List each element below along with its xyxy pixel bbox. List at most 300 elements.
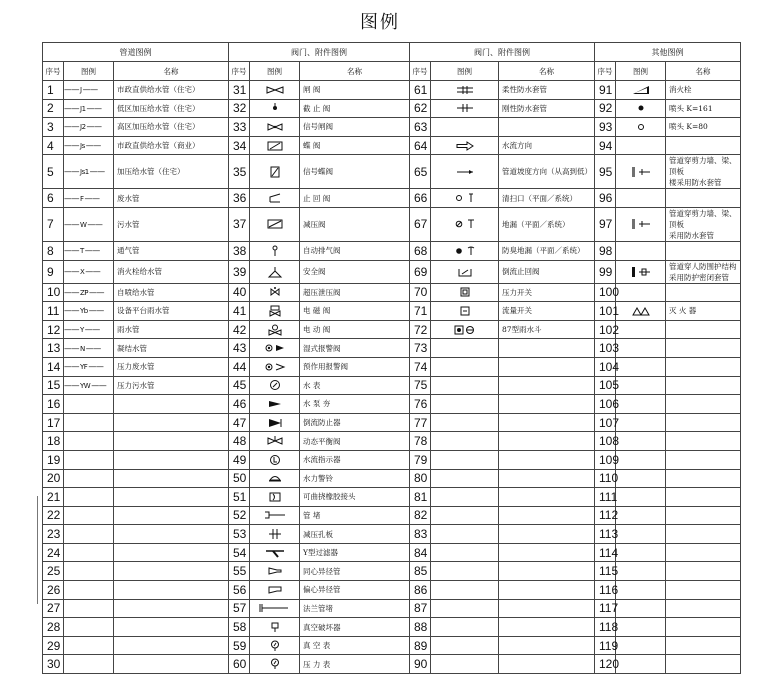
seq-number: 67	[410, 207, 431, 241]
col-seq: 序号	[229, 62, 250, 81]
seq-number: 22	[43, 506, 64, 525]
pipe-code: F	[80, 194, 84, 203]
pipe-line-symbol	[64, 543, 114, 562]
seq-number: 62	[410, 99, 431, 118]
pipe-name	[114, 413, 229, 432]
symbol-name: 消火栓	[666, 81, 741, 100]
legend-row	[43, 525, 741, 544]
pipe-name: 废水管	[114, 189, 229, 208]
pipe-line-symbol	[64, 636, 114, 655]
symbol-cell	[250, 506, 300, 525]
seq-number: 77	[410, 413, 431, 432]
symbol-cell	[250, 636, 300, 655]
symbol-name-line1: 管道穿剪力墙、梁、顶板	[669, 208, 737, 229]
seq-number: 61	[410, 81, 431, 100]
seq-number: 107	[595, 413, 616, 432]
seq-number: 63	[410, 118, 431, 137]
symbol-name: 水流方向	[499, 136, 595, 155]
legend-row	[43, 581, 741, 600]
solenoid-valve-icon	[265, 306, 285, 316]
symbol-name-line2: 楼采用防水套管	[669, 178, 722, 188]
symbol-cell	[431, 395, 499, 414]
symbol-name: 同心异径管	[300, 562, 410, 581]
symbol-cell	[431, 376, 499, 395]
symbol-name	[499, 469, 595, 488]
symbol-name: 电 动 阀	[300, 320, 410, 339]
flexible-joint-icon	[265, 492, 285, 502]
legend-row	[43, 450, 741, 469]
symbol-name: 水 泵 夯	[300, 395, 410, 414]
symbol-name	[666, 469, 741, 488]
seq-number: 70	[410, 283, 431, 302]
seq-number: 112	[595, 506, 616, 525]
symbol-name-line1: 管道穿剪力墙、梁、顶板	[669, 156, 737, 177]
symbol-name: 清扫口（平面／系统）	[499, 189, 595, 208]
seq-number: 86	[410, 581, 431, 600]
eccentric-reducer-icon	[265, 585, 285, 595]
water-meter-icon	[265, 380, 285, 390]
seq-number: 106	[595, 395, 616, 414]
symbol-cell	[250, 599, 300, 618]
symbol-name: 自动排气阀	[300, 241, 410, 260]
col-seq: 序号	[43, 62, 64, 81]
symbol-cell	[250, 189, 300, 208]
symbol-name	[666, 339, 741, 358]
symbol-cell	[431, 599, 499, 618]
legend-row	[43, 260, 741, 283]
fire-hydrant-icon	[631, 85, 651, 95]
symbol-name: Y型过滤器	[300, 543, 410, 562]
symbol-cell	[250, 655, 300, 674]
pipe-name: 消火栓给水管	[114, 260, 229, 283]
pipe-line-symbol: ——Y——	[64, 320, 114, 339]
pipe-name: 压力废水管	[114, 357, 229, 376]
seq-number: 53	[229, 525, 250, 544]
pipe-code: J2	[80, 123, 86, 132]
symbol-name-line2: 采用防水套管	[669, 230, 714, 240]
pipe-code: Y	[80, 326, 84, 335]
legend-row	[43, 118, 741, 137]
wall-sleeve-2-icon	[631, 219, 651, 229]
safety-valve-icon	[265, 267, 285, 277]
flow-direction-arrow-icon	[455, 141, 475, 151]
seq-number: 17	[43, 413, 64, 432]
seq-number: 98	[595, 241, 616, 260]
seq-number: 75	[410, 376, 431, 395]
group-header-valve-2: 阀门、附件图例	[410, 43, 595, 62]
check-valve-icon	[265, 193, 285, 203]
symbol-cell	[250, 118, 300, 137]
seq-number: 96	[595, 189, 616, 208]
symbol-name	[666, 636, 741, 655]
seq-number: 12	[43, 320, 64, 339]
symbol-name: 真 空 表	[300, 636, 410, 655]
pipe-line-symbol	[64, 469, 114, 488]
auto-vent-valve-icon	[265, 246, 285, 256]
col-name: 名称	[499, 62, 595, 81]
seq-number: 95	[595, 155, 616, 189]
symbol-cell	[250, 320, 300, 339]
seq-number: 119	[595, 636, 616, 655]
seq-number: 79	[410, 450, 431, 469]
column-header-row	[43, 62, 741, 81]
symbol-name	[666, 136, 741, 155]
seq-number: 44	[229, 357, 250, 376]
pipe-code: J	[80, 86, 82, 95]
symbol-name	[666, 320, 741, 339]
seq-number: 3	[43, 118, 64, 137]
pipe-name	[114, 636, 229, 655]
symbol-cell	[250, 543, 300, 562]
pipe-line-symbol	[64, 506, 114, 525]
legend-row	[43, 618, 741, 637]
pipe-name	[114, 599, 229, 618]
symbol-name	[666, 432, 741, 451]
symbol-cell	[616, 283, 666, 302]
pipe-line-symbol: ——YF——	[64, 357, 114, 376]
seq-number: 26	[43, 581, 64, 600]
symbol-name: 流量开关	[499, 302, 595, 321]
symbol-cell	[250, 339, 300, 358]
legend-row	[43, 655, 741, 674]
seq-number: 111	[595, 488, 616, 507]
pipe-name: 通气管	[114, 241, 229, 260]
pipe-line-symbol	[64, 618, 114, 637]
symbol-name: 止 回 阀	[300, 189, 410, 208]
symbol-name	[499, 376, 595, 395]
seq-number: 2	[43, 99, 64, 118]
col-seq: 序号	[595, 62, 616, 81]
symbol-cell	[616, 655, 666, 674]
symbol-cell	[250, 241, 300, 260]
symbol-name	[666, 357, 741, 376]
seq-number: 23	[43, 525, 64, 544]
symbol-name: 管道坡度方向（从高到低）	[499, 155, 595, 189]
seq-number: 37	[229, 207, 250, 241]
symbol-cell	[616, 357, 666, 376]
pipe-name	[114, 488, 229, 507]
symbol-name: 减压阀	[300, 207, 410, 241]
pipe-line-symbol	[64, 395, 114, 414]
legend-row	[43, 413, 741, 432]
pipe-line-symbol: ——N——	[64, 339, 114, 358]
seq-number: 71	[410, 302, 431, 321]
symbol-cell	[616, 320, 666, 339]
symbol-name	[666, 376, 741, 395]
legend-row	[43, 241, 741, 260]
symbol-cell	[431, 189, 499, 208]
cleanout-icon	[455, 193, 475, 203]
symbol-cell	[431, 99, 499, 118]
preaction-alarm-valve-icon	[265, 362, 285, 372]
symbol-cell	[431, 562, 499, 581]
pipe-name: 高区加压给水管（住宅）	[114, 118, 229, 137]
symbol-cell	[616, 395, 666, 414]
sprinkler-head-open-icon	[631, 122, 651, 132]
symbol-cell	[616, 543, 666, 562]
symbol-cell	[616, 136, 666, 155]
symbol-name: 电 磁 阀	[300, 302, 410, 321]
symbol-name	[666, 618, 741, 637]
legend-row	[43, 636, 741, 655]
pipe-line-symbol: ——Js1——	[64, 155, 114, 189]
symbol-cell	[431, 136, 499, 155]
symbol-name: 灭 火 器	[666, 302, 741, 321]
legend-row	[43, 376, 741, 395]
legend-body	[43, 81, 741, 674]
symbol-name	[499, 432, 595, 451]
seq-number: 8	[43, 241, 64, 260]
seq-number: 116	[595, 581, 616, 600]
col-symbol: 图例	[431, 62, 499, 81]
legend-row	[43, 207, 741, 241]
group-header-valve: 阀门、附件图例	[229, 43, 410, 62]
signal-butterfly-valve-icon	[265, 167, 285, 177]
seq-number: 33	[229, 118, 250, 137]
symbol-cell	[431, 260, 499, 283]
symbol-name	[499, 118, 595, 137]
symbol-name: 管 堵	[300, 506, 410, 525]
symbol-cell	[616, 260, 666, 283]
water-gong-icon	[265, 473, 285, 483]
gate-valve-icon	[265, 85, 285, 95]
symbol-name: 倒流防止器	[300, 413, 410, 432]
symbol-cell	[250, 136, 300, 155]
symbol-name-line1: 管道穿人防围护结构	[669, 261, 737, 271]
symbol-name	[499, 413, 595, 432]
symbol-cell	[431, 636, 499, 655]
symbol-cell	[431, 207, 499, 241]
symbol-name: 倒流止回阀	[499, 260, 595, 283]
seq-number: 57	[229, 599, 250, 618]
symbol-name: 防臭地漏（平面／系统）	[499, 241, 595, 260]
civil-defense-sleeve-icon	[631, 267, 651, 277]
pipe-name: 低区加压给水管（住宅）	[114, 99, 229, 118]
seq-number: 113	[595, 525, 616, 544]
symbol-name	[666, 506, 741, 525]
seq-number: 120	[595, 655, 616, 674]
seq-number: 108	[595, 432, 616, 451]
symbol-name	[499, 599, 595, 618]
symbol-cell	[431, 488, 499, 507]
seq-number: 66	[410, 189, 431, 208]
symbol-cell	[431, 241, 499, 260]
pipe-code: ZP	[80, 288, 89, 297]
pipe-name	[114, 581, 229, 600]
pipe-line-symbol: ——F——	[64, 189, 114, 208]
seq-number: 13	[43, 339, 64, 358]
pipe-code: YW	[80, 381, 91, 390]
col-symbol: 图例	[616, 62, 666, 81]
seq-number: 94	[595, 136, 616, 155]
seq-number: 83	[410, 525, 431, 544]
symbol-cell	[616, 189, 666, 208]
dynamic-balance-valve-icon	[265, 436, 285, 446]
symbol-cell	[250, 562, 300, 581]
seq-number: 73	[410, 339, 431, 358]
pipe-line-symbol	[64, 599, 114, 618]
seq-number: 1	[43, 81, 64, 100]
pipe-line-symbol	[64, 432, 114, 451]
col-symbol: 图例	[250, 62, 300, 81]
symbol-cell	[616, 413, 666, 432]
seq-number: 29	[43, 636, 64, 655]
pipe-name	[114, 655, 229, 674]
seq-number: 48	[229, 432, 250, 451]
symbol-name	[666, 525, 741, 544]
symbol-name: 闸 阀	[300, 81, 410, 100]
seq-number: 28	[43, 618, 64, 637]
col-name: 名称	[666, 62, 741, 81]
seq-number: 55	[229, 562, 250, 581]
pipe-name: 压力污水管	[114, 376, 229, 395]
symbol-name	[666, 655, 741, 674]
col-name: 名称	[114, 62, 229, 81]
seq-number: 88	[410, 618, 431, 637]
signal-valve-icon	[265, 122, 285, 132]
floor-drain-icon	[455, 219, 475, 229]
pipe-code: Js1	[80, 168, 89, 177]
seq-number: 16	[43, 395, 64, 414]
symbol-cell	[250, 618, 300, 637]
symbol-cell	[250, 302, 300, 321]
seq-number: 27	[43, 599, 64, 618]
pipe-code: N	[80, 344, 85, 353]
pipe-name	[114, 506, 229, 525]
seq-number: 50	[229, 469, 250, 488]
pipe-code: T	[80, 247, 84, 256]
pipe-code: Js	[80, 142, 85, 151]
seq-number: 21	[43, 488, 64, 507]
symbol-cell	[431, 413, 499, 432]
seq-number: 25	[43, 562, 64, 581]
seq-number: 64	[410, 136, 431, 155]
rain-bucket-icon	[455, 325, 475, 335]
symbol-name: 水 表	[300, 376, 410, 395]
seq-number: 100	[595, 283, 616, 302]
seq-number: 49	[229, 450, 250, 469]
stop-valve-icon	[265, 103, 285, 113]
pipe-line-symbol	[64, 581, 114, 600]
symbol-name: 截 止 阀	[300, 99, 410, 118]
pipe-line-symbol	[64, 562, 114, 581]
legend-row	[43, 302, 741, 321]
seq-number: 45	[229, 376, 250, 395]
symbol-cell	[250, 260, 300, 283]
motorized-valve-icon	[265, 325, 285, 335]
symbol-cell	[250, 432, 300, 451]
seq-number: 97	[595, 207, 616, 241]
symbol-name	[666, 395, 741, 414]
y-strainer-icon	[265, 548, 285, 558]
legend-row	[43, 283, 741, 302]
seq-number: 58	[229, 618, 250, 637]
symbol-cell	[616, 155, 666, 189]
pressure-reducing-valve-icon	[265, 219, 285, 229]
symbol-cell	[431, 81, 499, 100]
symbol-cell	[250, 357, 300, 376]
pipe-cap-icon	[265, 510, 285, 520]
seq-number: 101	[595, 302, 616, 321]
pressure-gauge-icon	[265, 659, 285, 669]
symbol-name	[666, 207, 741, 241]
symbol-name: 偏心异径管	[300, 581, 410, 600]
symbol-cell	[250, 283, 300, 302]
symbol-name	[666, 488, 741, 507]
symbol-cell	[431, 506, 499, 525]
symbol-cell	[431, 155, 499, 189]
symbol-cell	[616, 450, 666, 469]
legend-row	[43, 488, 741, 507]
symbol-cell	[616, 581, 666, 600]
seq-number: 103	[595, 339, 616, 358]
symbol-cell	[616, 376, 666, 395]
col-seq: 序号	[410, 62, 431, 81]
symbol-name	[499, 450, 595, 469]
symbol-name	[499, 395, 595, 414]
pipe-line-symbol: ——J2——	[64, 118, 114, 137]
symbol-name	[499, 618, 595, 637]
col-name: 名称	[300, 62, 410, 81]
sprinkler-head-filled-icon	[631, 103, 651, 113]
seq-number: 87	[410, 599, 431, 618]
fire-extinguisher-icon	[631, 306, 651, 316]
symbol-name	[666, 543, 741, 562]
legend-row	[43, 155, 741, 189]
seq-number: 84	[410, 543, 431, 562]
seq-number: 39	[229, 260, 250, 283]
seq-number: 51	[229, 488, 250, 507]
seq-number: 4	[43, 136, 64, 155]
backflow-preventer-icon	[455, 267, 475, 277]
page-title: 图例	[360, 12, 400, 33]
seq-number: 109	[595, 450, 616, 469]
symbol-name	[666, 189, 741, 208]
pipe-name: 雨水管	[114, 320, 229, 339]
wet-alarm-valve-icon	[265, 343, 285, 353]
pipe-name: 凝结水管	[114, 339, 229, 358]
pipe-line-symbol: ——J1——	[64, 99, 114, 118]
symbol-name: 信号闸阀	[300, 118, 410, 137]
legend-row	[43, 357, 741, 376]
symbol-name: 87型雨水斗	[499, 320, 595, 339]
symbol-cell	[616, 469, 666, 488]
pipe-name	[114, 395, 229, 414]
seq-number: 38	[229, 241, 250, 260]
legend-row	[43, 432, 741, 451]
seq-number: 93	[595, 118, 616, 137]
symbol-cell	[616, 618, 666, 637]
seq-number: 99	[595, 260, 616, 283]
symbol-cell	[431, 525, 499, 544]
symbol-name: 减压孔板	[300, 525, 410, 544]
symbol-name: 喷头 K=80	[666, 118, 741, 137]
symbol-cell	[431, 357, 499, 376]
seq-number: 59	[229, 636, 250, 655]
pipe-line-symbol: ——YW——	[64, 376, 114, 395]
pipe-line-symbol	[64, 450, 114, 469]
symbol-name: 法兰管堵	[300, 599, 410, 618]
flow-switch-icon	[455, 306, 475, 316]
seq-number: 18	[43, 432, 64, 451]
symbol-name	[499, 655, 595, 674]
pipe-name: 污水管	[114, 207, 229, 241]
symbol-name: 湿式报警阀	[300, 339, 410, 358]
symbol-name	[499, 488, 595, 507]
pipe-code: W	[80, 220, 87, 229]
seq-number: 15	[43, 376, 64, 395]
pipe-line-symbol	[64, 413, 114, 432]
